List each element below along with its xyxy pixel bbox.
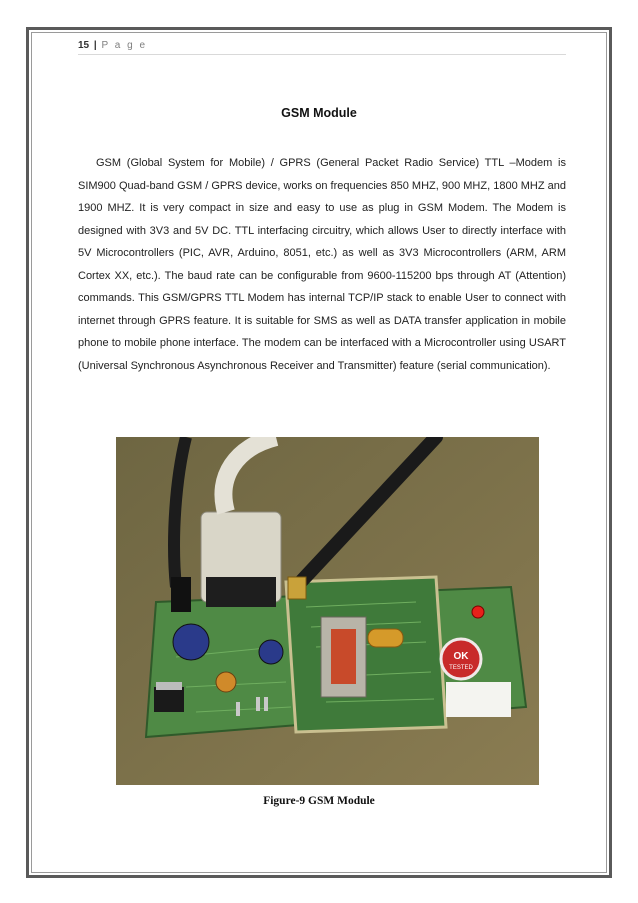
page-header xyxy=(78,40,566,55)
sticker-ok-text: OK xyxy=(453,651,469,662)
status-led xyxy=(472,606,484,618)
sticker-tested-text: TESTED xyxy=(449,665,473,671)
gsm-module-illustration xyxy=(116,437,539,785)
capacitor-small xyxy=(259,640,283,664)
sim-card xyxy=(331,629,356,684)
section-title: GSM Module xyxy=(281,106,357,120)
page-number: 15 xyxy=(78,40,90,51)
body-paragraph: GSM (Global System for Mobile) / GPRS (General Packet Radio Service) TTL –Modem is SIM900 Quad-band GSM / GPRS device, works on frequencies 850 MHZ, 900 MHZ, 1800 MHZ and 1900 MHZ. It is very compact in size and easy to use as plug in GSM Modem. The Modem is designed with 3V3 and 5V DC. TTL interfacing circuitry, which allows User to directly interface with 5V Microcontrollers (PIC, AVR, Arduino, 8051, etc.) as well as 3V3 Microcontrollers (ARM, ARM Cortex XX, etc.). The baud rate can be configurable from 9600-115200 bps through AT (Attention) commands. This GSM/GPRS TTL Modem has internal TCP/IP stack to enable User to connect with internet through GPRS feature. It is suitable for SMS as well as DATA transfer application in mobile phone to mobile phone interface. The modem can be interfaced with a Microcontroller using USART (Universal Synchronous Asynchronous Receiver and Transmitter) feature (serial communication). xyxy=(78,157,566,372)
page-label: P a g e xyxy=(101,40,148,51)
header-separator: | xyxy=(93,40,97,51)
label-strip xyxy=(446,682,511,717)
gsm-module-photo xyxy=(116,437,539,785)
figure-caption: Figure-9 GSM Module xyxy=(263,795,375,807)
capacitor-tantalum xyxy=(216,672,236,692)
crystal xyxy=(368,629,403,647)
voltage-regulator xyxy=(154,687,184,712)
capacitor-large xyxy=(173,624,209,660)
